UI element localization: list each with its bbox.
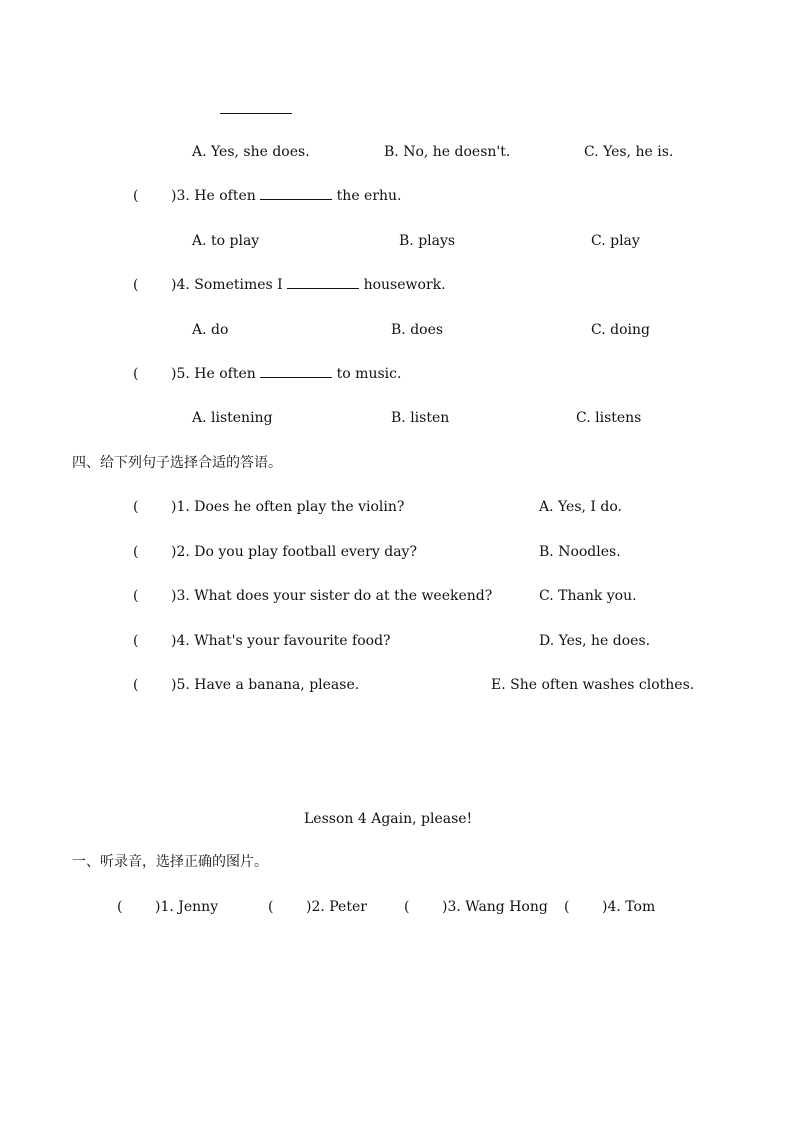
- match-question-5: )5. Have a banana, please.: [171, 677, 360, 693]
- listen-bracket: (: [404, 899, 410, 915]
- option-b: B. No, he doesn't.: [384, 144, 511, 160]
- listen-item-4: )4. Tom: [602, 899, 656, 915]
- question-tail: housework.: [363, 277, 446, 293]
- option-a: A. Yes, she does.: [192, 144, 310, 160]
- option-c: C. Yes, he is.: [584, 144, 674, 160]
- option-c: C. play: [591, 233, 640, 249]
- option-c: C. listens: [576, 410, 642, 426]
- match-bracket: (: [133, 544, 139, 560]
- question-bracket: (: [133, 277, 139, 293]
- match-question-2: )2. Do you play football every day?: [171, 544, 417, 560]
- section-1-heading: 一、听录音，选择正确的图片。: [72, 854, 268, 870]
- answer-blank: [260, 187, 332, 200]
- match-question-1: )1. Does he often play the violin?: [171, 499, 405, 515]
- question-5: [171, 365, 401, 383]
- match-bracket: (: [133, 499, 139, 515]
- listen-bracket: (: [268, 899, 274, 915]
- option-a: A. to play: [192, 233, 260, 249]
- listen-bracket: (: [117, 899, 123, 915]
- option-c: C. doing: [591, 322, 650, 338]
- listen-item-3: )3. Wang Hong: [442, 899, 548, 915]
- match-answer-c: C. Thank you.: [539, 588, 637, 604]
- match-answer-a: A. Yes, I do.: [539, 499, 622, 515]
- match-bracket: (: [133, 633, 139, 649]
- question-tail: the erhu.: [336, 188, 402, 204]
- match-answer-b: B. Noodles.: [539, 544, 621, 560]
- option-b: B. does: [391, 322, 444, 338]
- option-b: B. listen: [391, 410, 450, 426]
- match-bracket: (: [133, 588, 139, 604]
- question-stem: )4. Sometimes I: [171, 277, 283, 293]
- section-4-heading: 四、给下列句子选择合适的答语。: [72, 455, 282, 471]
- option-a: A. do: [192, 322, 229, 338]
- option-b: B. plays: [399, 233, 456, 249]
- question-bracket: (: [133, 188, 139, 204]
- question-4: [171, 276, 446, 294]
- option-a: A. listening: [192, 410, 273, 426]
- question-stem: )5. He often: [171, 366, 256, 382]
- question-3: [171, 187, 402, 205]
- answer-blank: [287, 276, 359, 289]
- listen-item-1: )1. Jenny: [155, 899, 219, 915]
- match-answer-e: E. She often washes clothes.: [491, 677, 695, 693]
- listen-bracket: (: [564, 899, 570, 915]
- match-question-4: )4. What's your favourite food?: [171, 633, 391, 649]
- answer-blank: [220, 113, 292, 114]
- listen-item-2: )2. Peter: [306, 899, 367, 915]
- question-tail: to music.: [336, 366, 402, 382]
- answer-blank: [260, 365, 332, 378]
- match-question-3: )3. What does your sister do at the weekend?: [171, 588, 493, 604]
- question-stem: )3. He often: [171, 188, 256, 204]
- lesson-title: Lesson 4 Again, please!: [304, 811, 473, 827]
- question-bracket: (: [133, 366, 139, 382]
- match-answer-d: D. Yes, he does.: [539, 633, 651, 649]
- match-bracket: (: [133, 677, 139, 693]
